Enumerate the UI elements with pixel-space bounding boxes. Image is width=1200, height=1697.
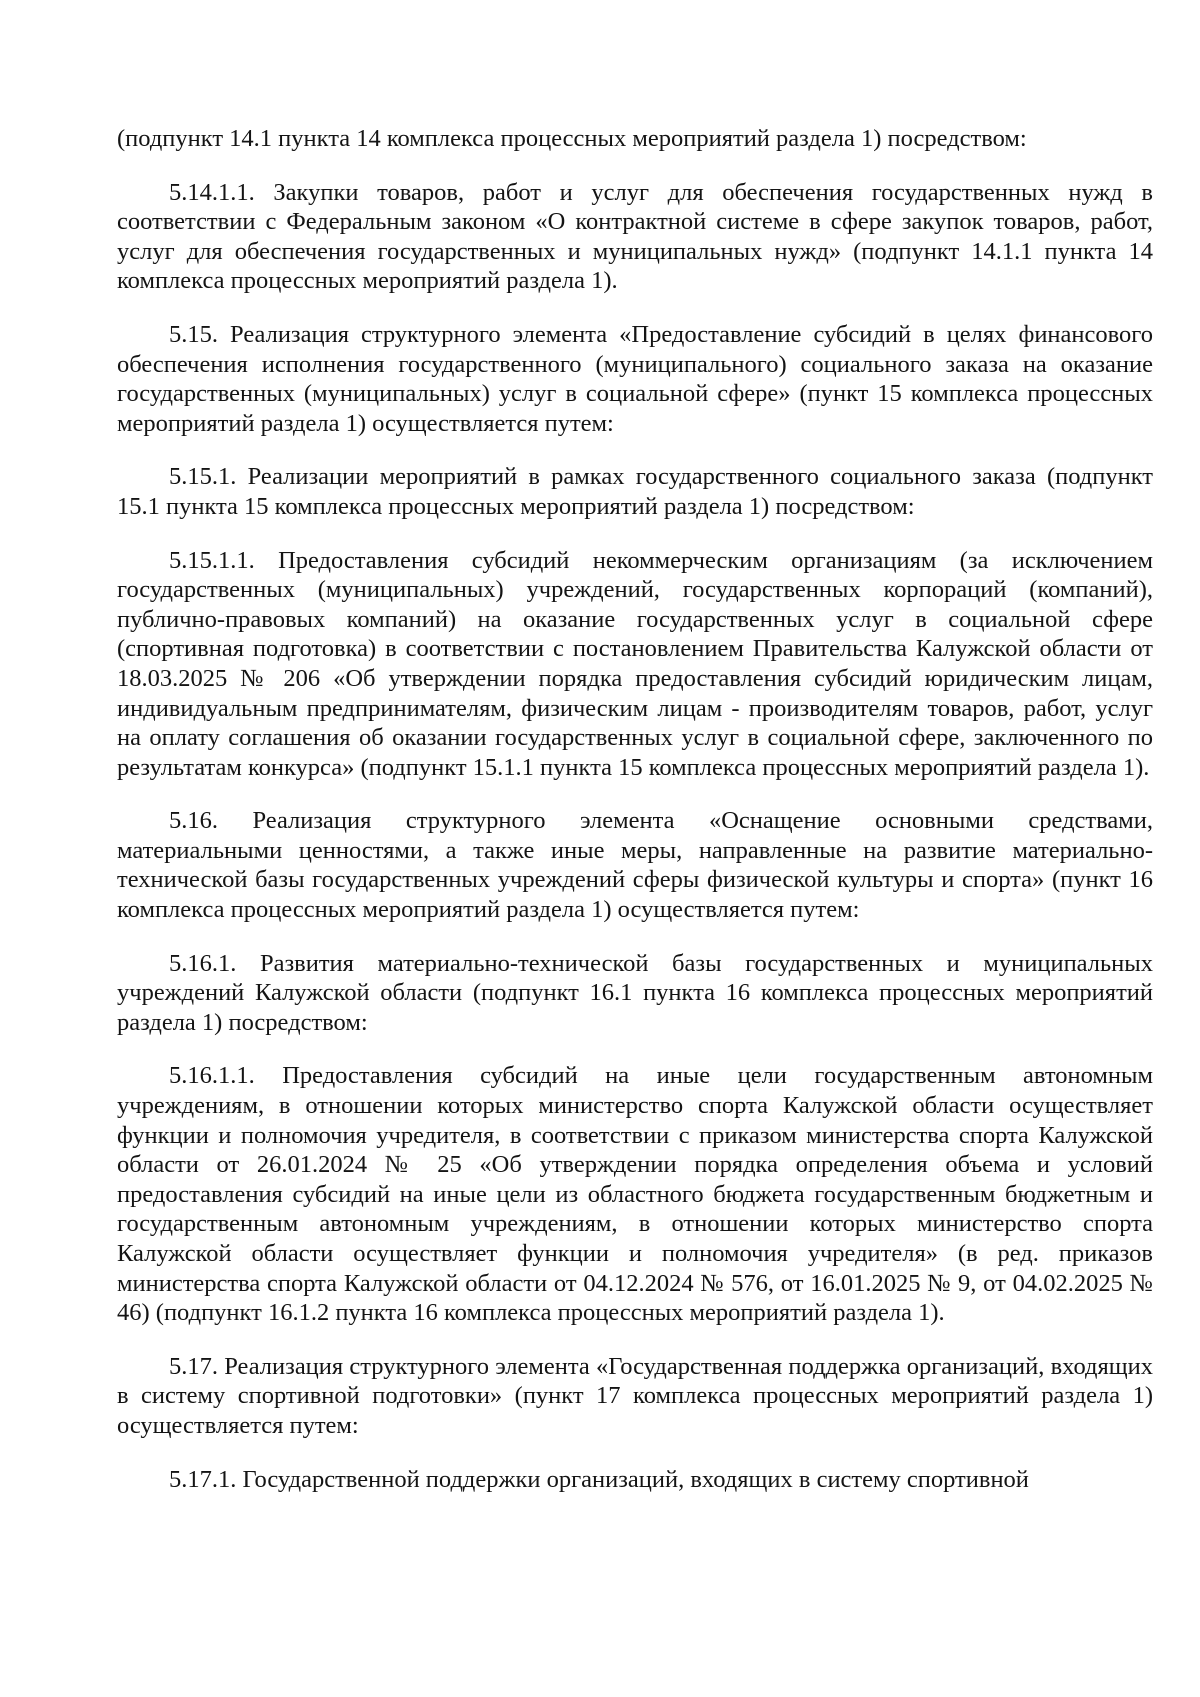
paragraph-5-15-1-1: 5.15.1.1. Предоставления субсидий некоммерческим организациям (за исключением государственных (муниципальных) учреждений, государственных корпораций (компаний), публично-правовых компаний) на оказание государственных услуг в социальной сфере (спортивная подготовка) в соответствии с постановлением Правительства Калужской области от 18.03.2025 № 206 «Об утверждении порядка предоставления субсидий юридическим лицам, индивидуальным предпринимателям, физическим лицам - производителям товаров, работ, услуг на оплату соглашения об оказании государственных услуг в социальной сфере, заключенного по результатам конкурса» (подпункт 15.1.1 пункта 15 комплекса процессных мероприятий раздела 1). [117,546,1153,781]
paragraph-5-16-1-1: 5.16.1.1. Предоставления субсидий на иные цели государственным автономным учреждениям, в отношении которых министерство спорта Калужской области осуществляет функции и полномочия учредителя, в соответствии с приказом министерства спорта Калужской области от 26.01.2024 № 25 «Об утверждении порядка определения объема и условий предоставления субсидий на иные цели из областного бюджета государственным бюджетным и государственным автономным учреждениям, в отношении которых министерство спорта Калужской области осуществляет функции и полномочия учредителя» (в ред. приказов министерства спорта Калужской области от 04.12.2024 № 576, от 16.01.2025 № 9, от 04.02.2025 № 46) (подпункт 16.1.2 пункта 16 комплекса процессных мероприятий раздела 1). [117,1062,1153,1327]
paragraph-5-17: 5.17. Реализация структурного элемента «Государственная поддержка организаций, входящих в систему спортивной подготовки» (пункт 17 комплекса процессных мероприятий раздела 1) осуществляется путем: [117,1352,1153,1439]
paragraph-5-17-1: 5.17.1. Государственной поддержки организаций, входящих в систему спортивной [169,1465,1029,1493]
paragraph-5-15-1: 5.15.1. Реализации мероприятий в рамках государственного социального заказа (подпункт 15.1 пункта 15 комплекса процессных мероприятий раздела 1) посредством: [117,463,1153,520]
paragraph-5-16-1: 5.16.1. Развития материально-технической базы государственных и муниципальных учреждений Калужской области (подпункт 16.1 пункта 16 комплекса процессных мероприятий раздела 1) посредством: [117,949,1153,1036]
paragraph-5-15: 5.15. Реализация структурного элемента «Предоставление субсидий в целях финансового обеспечения исполнения государственного (муниципального) социального заказа на оказание государственных (муниципальных) услуг в социальной сфере» (пункт 15 комплекса процессных мероприятий раздела 1) осуществляется путем: [117,320,1153,437]
document-page [117,124,1153,1518]
paragraph-continuation: (подпункт 14.1 пункта 14 комплекса процессных мероприятий раздела 1) посредством: [117,125,1027,152]
paragraph-5-14-1-1: 5.14.1.1. Закупки товаров, работ и услуг для обеспечения государственных нужд в соответствии с Федеральным законом «О контрактной системе в сфере закупок товаров, работ, услуг для обеспечения государственных и муниципальных нужд» (подпункт 14.1.1 пункта 14 комплекса процессных мероприятий раздела 1). [117,178,1153,295]
paragraph-5-16: 5.16. Реализация структурного элемента «Оснащение основными средствами, материальными ценностями, а также иные меры, направленные на развитие материально-технической базы государственных учреждений сферы физической культуры и спорта» (пункт 16 комплекса процессных мероприятий раздела 1) осуществляется путем: [117,807,1153,924]
